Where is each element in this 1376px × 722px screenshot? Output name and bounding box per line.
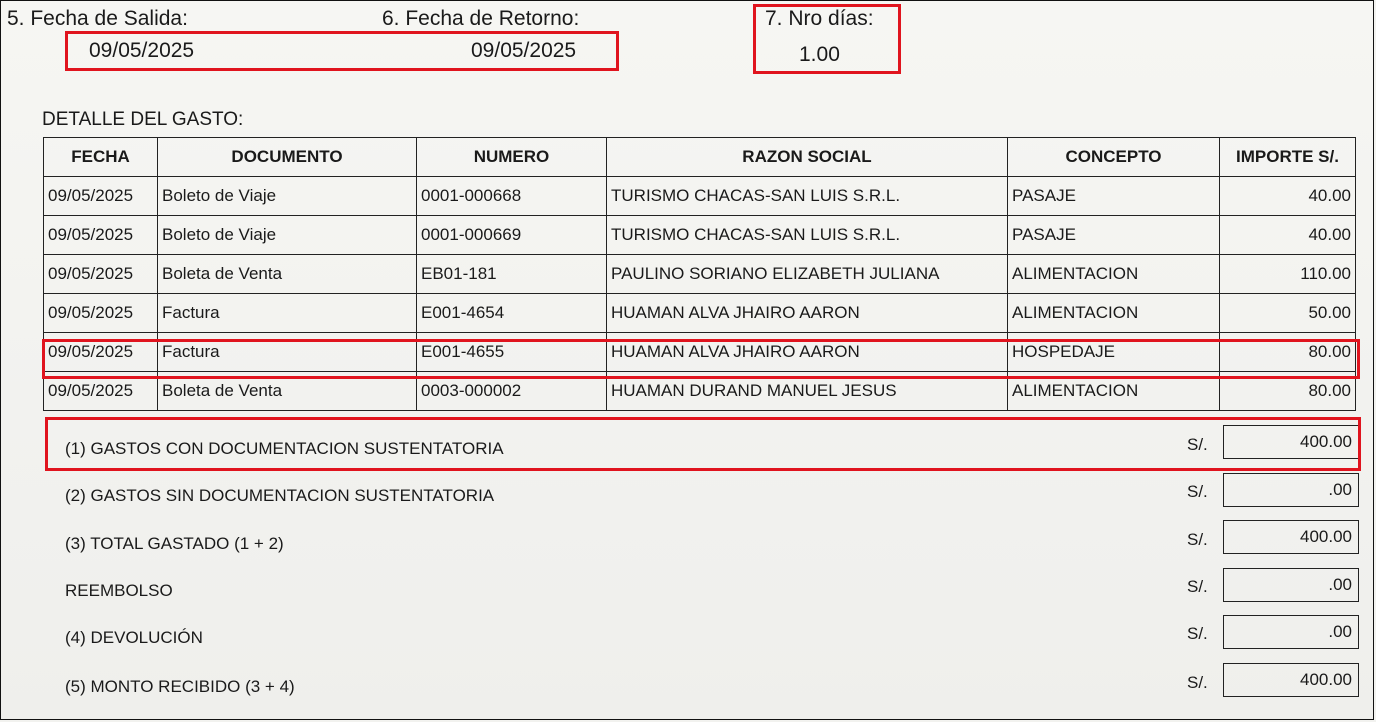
fecha-salida-value: 09/05/2025 [89,39,195,62]
cell-numero: 0003-000002 [417,372,607,411]
summary-label-6: (5) MONTO RECIBIDO (3 + 4) [65,677,295,696]
cell-numero: E001-4654 [417,294,607,333]
cell-fecha: 09/05/2025 [44,333,158,372]
gastos-con-documentacion-highlight-box [45,417,1361,471]
fecha-retorno-value: 09/05/2025 [471,39,577,62]
cell-razon-social: HUAMAN ALVA JHAIRO AARON [607,294,1008,333]
summary-currency-2: S/. [1187,482,1208,501]
summary-currency-1: S/. [1187,435,1208,454]
col-numero: NUMERO [417,138,607,177]
summary-currency-4: S/. [1187,577,1208,596]
nro-dias-highlight-box [753,4,901,74]
summary-value-1: 400.00 [1223,425,1359,459]
col-fecha: FECHA [44,138,158,177]
cell-razon-social: HUAMAN ALVA JHAIRO AARON [607,333,1008,372]
cell-documento: Factura [158,333,417,372]
summary-label-1: (1) GASTOS CON DOCUMENTACION SUSTENTATORIA [65,439,504,458]
table-row [44,216,1356,255]
cell-documento: Boleta de Venta [158,255,417,294]
cell-importe: 80.00 [1220,372,1356,411]
fecha-salida-label: 5. Fecha de Salida: [7,7,188,30]
detalle-gasto-title: DETALLE DEL GASTO: [42,109,244,130]
col-concepto: CONCEPTO [1008,138,1220,177]
summary-currency-6: S/. [1187,673,1208,692]
summary-currency-5: S/. [1187,624,1208,643]
cell-numero: EB01-181 [417,255,607,294]
cell-razon-social: TURISMO CHACAS-SAN LUIS S.R.L. [607,177,1008,216]
cell-documento: Boleta de Venta [158,372,417,411]
fechas-highlight-box [65,31,619,71]
summary-label-4: REEMBOLSO [65,581,173,600]
cell-documento: Boleto de Viaje [158,216,417,255]
cell-concepto: ALIMENTACION [1008,255,1220,294]
cell-numero: 0001-000668 [417,177,607,216]
summary-label-2: (2) GASTOS SIN DOCUMENTACION SUSTENTATORIA [65,486,495,505]
cell-razon-social: HUAMAN DURAND MANUEL JESUS [607,372,1008,411]
cell-concepto: ALIMENTACION [1008,294,1220,333]
summary-label-5: (4) DEVOLUCIÓN [65,628,203,647]
cell-importe: 40.00 [1220,177,1356,216]
cell-concepto: HOSPEDAJE [1008,333,1220,372]
cell-documento: Factura [158,294,417,333]
cell-numero: 0001-000669 [417,216,607,255]
nro-dias-label: 7. Nro días: [765,7,874,30]
summary-currency-3: S/. [1187,530,1208,549]
cell-fecha: 09/05/2025 [44,216,158,255]
summary-value-2: .00 [1223,473,1359,507]
cell-concepto: PASAJE [1008,216,1220,255]
cell-numero: E001-4655 [417,333,607,372]
cell-fecha: 09/05/2025 [44,177,158,216]
nro-dias-value: 1.00 [799,43,840,66]
col-razon-social: RAZON SOCIAL [607,138,1008,177]
cell-importe: 110.00 [1220,255,1356,294]
cell-fecha: 09/05/2025 [44,372,158,411]
fecha-retorno-label: 6. Fecha de Retorno: [382,7,580,30]
table-row [44,294,1356,333]
cell-concepto: PASAJE [1008,177,1220,216]
summary-value-3: 400.00 [1223,520,1359,554]
table-row [44,255,1356,294]
cell-fecha: 09/05/2025 [44,255,158,294]
summary-value-5: .00 [1223,615,1359,649]
cell-importe: 40.00 [1220,216,1356,255]
summary-value-4: .00 [1223,568,1359,602]
cell-importe: 50.00 [1220,294,1356,333]
summary-label-3: (3) TOTAL GASTADO (1 + 2) [65,534,284,553]
summary-value-6: 400.00 [1223,663,1359,697]
hospedaje-row-highlight-box [42,339,1360,379]
cell-fecha: 09/05/2025 [44,294,158,333]
cell-concepto: ALIMENTACION [1008,372,1220,411]
col-importe: IMPORTE S/. [1220,138,1356,177]
table-row [44,177,1356,216]
cell-importe: 80.00 [1220,333,1356,372]
cell-razon-social: PAULINO SORIANO ELIZABETH JULIANA [607,255,1008,294]
cell-documento: Boleto de Viaje [158,177,417,216]
col-documento: DOCUMENTO [158,138,417,177]
table-header-row [44,138,1356,177]
cell-razon-social: TURISMO CHACAS-SAN LUIS S.R.L. [607,216,1008,255]
